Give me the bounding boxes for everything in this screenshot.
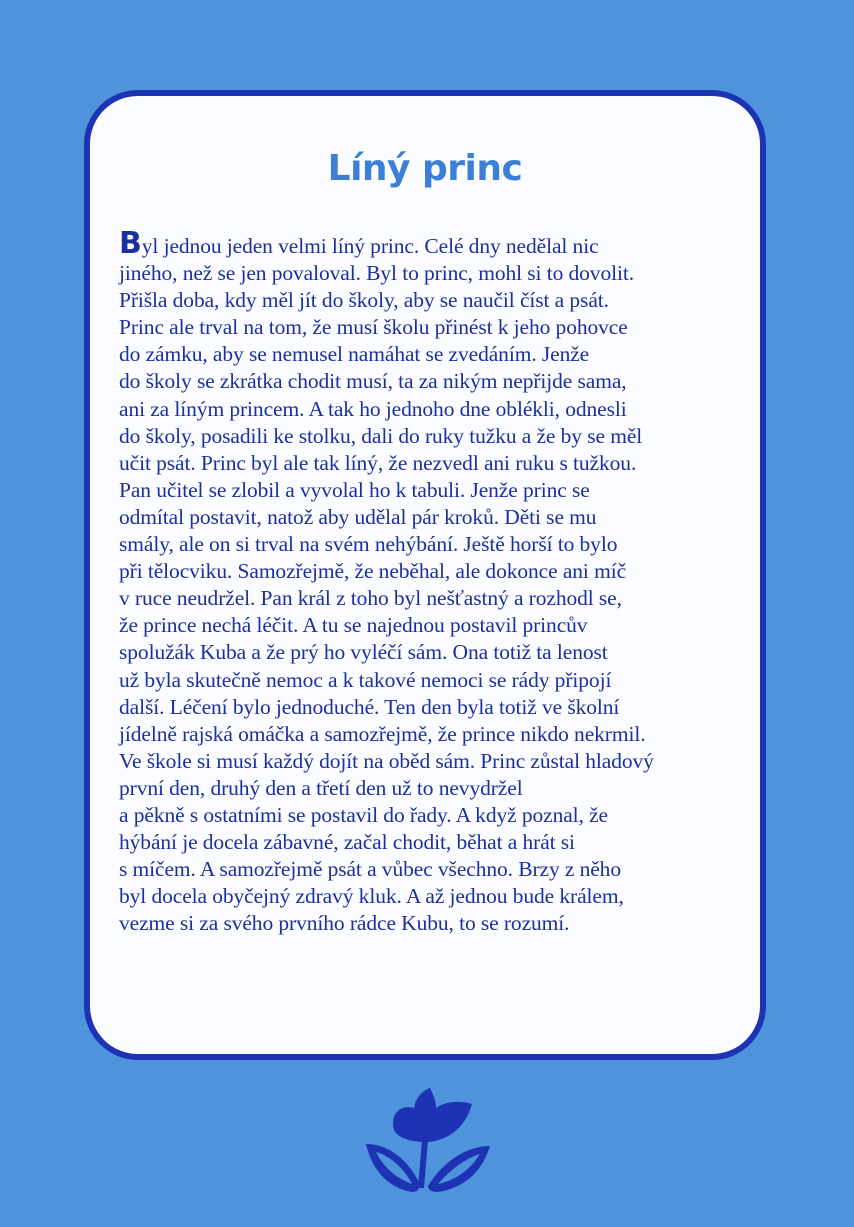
tulip-flower bbox=[393, 1088, 472, 1142]
story-line: odmítal postavit, natož aby udělal pár kroků. Děti se mu bbox=[119, 504, 597, 529]
story-line: Byl jednou jeden velmi líný princ. Celé dny nedělal nic bbox=[119, 226, 599, 261]
story-line: do školy se zkrátka chodit musí, ta za nikým nepřijde sama, bbox=[119, 369, 627, 394]
story-line: učit psát. Princ byl ale tak líný, že nezvedl ani ruku s tužkou. bbox=[119, 450, 637, 475]
story-line: s míčem. A samozřejmě psát a vůbec všechno. Brzy z něho bbox=[119, 857, 621, 882]
story-line: při tělocviku. Samozřejmě, že neběhal, ale dokonce ani míč bbox=[119, 559, 627, 584]
story-line: smály, ale on si trval na svém nehýbání. Ještě horší to bylo bbox=[119, 532, 618, 557]
story-line: vezme si za svého prvního rádce Kubu, to se rozumí. bbox=[119, 911, 570, 936]
story-line: a pěkně s ostatními se postavil do řady. A když poznal, že bbox=[119, 802, 608, 827]
story-line: že prince nechá léčit. A tu se najednou postavil princův bbox=[119, 613, 588, 638]
story-line: první den, druhý den a třetí den už to nevydržel bbox=[119, 775, 523, 800]
story-line: ani za líným princem. A tak ho jednoho dne oblékli, odnesli bbox=[119, 396, 627, 421]
story-line: spolužák Kuba a že prý ho vyléčí sám. Ona totiž ta lenost bbox=[119, 640, 608, 665]
tulip-icon bbox=[364, 1084, 492, 1196]
story-line: do školy, posadili ke stolku, dali do ruky tužku a že by se měl bbox=[119, 423, 643, 448]
story-line: v ruce neudržel. Pan král z toho byl nešťastný a rozhodl se, bbox=[119, 586, 622, 611]
tulip-stem bbox=[418, 1140, 428, 1188]
story-line: jídelně rajská omáčka a samozřejmě, že prince nikdo nekrmil. bbox=[119, 721, 646, 746]
story-line: Pan učitel se zlobil a vyvolal ho k tabuli. Jenže princ se bbox=[119, 477, 590, 502]
story-card bbox=[84, 90, 766, 1060]
story-line: hýbání je docela zábavné, začal chodit, běhat a hrát si bbox=[119, 830, 575, 855]
story-line: do zámku, aby se nemusel namáhat se zvedáním. Jenže bbox=[119, 342, 590, 367]
story-line: už byla skutečně nemoc a k takové nemoci se rády připojí bbox=[119, 667, 612, 692]
story-text bbox=[119, 226, 759, 937]
story-line: jiného, než se jen povaloval. Byl to princ, mohl si to dovolit. bbox=[119, 261, 635, 286]
drop-cap: B bbox=[119, 226, 142, 261]
story-line: další. Léčení bylo jednoduché. Ten den byla totiž ve školní bbox=[119, 694, 620, 719]
story-line: byl docela obyčejný zdravý kluk. A až jednou bude králem, bbox=[119, 884, 624, 909]
story-title: Líný princ bbox=[327, 148, 523, 189]
story-line: Přišla doba, kdy měl jít do školy, aby se naučil číst a psát. bbox=[119, 288, 609, 313]
story-line: Princ ale trval na tom, že musí školu přinést k jeho pohovce bbox=[119, 315, 628, 340]
story-line: Ve škole si musí každý dojít na oběd sám. Princ zůstal hladový bbox=[119, 748, 654, 773]
